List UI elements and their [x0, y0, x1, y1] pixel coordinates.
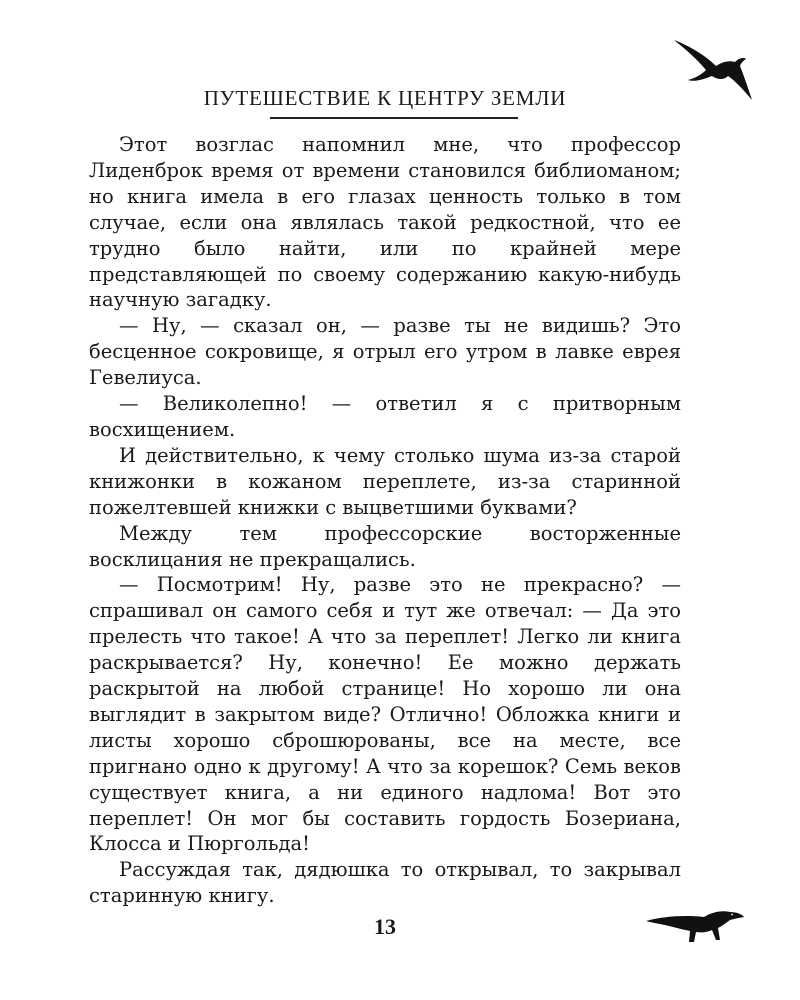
- paragraph: Рассуждая так, дядюшка то открывал, то закрывал старинную книгу.: [89, 858, 681, 908]
- paragraph: И действительно, к чему столько шума из-за старой книжонки в кожаном переплете, из-за старинной пожелтевшей книжки с выцветшими буквами?: [89, 443, 681, 519]
- body-text: [89, 132, 681, 909]
- header-rule: [270, 117, 518, 119]
- paragraph: Между тем профессорские восторженные восклицания не прекращались.: [89, 521, 681, 571]
- paragraph: — Ну, — сказал он, — разве ты не видишь? Это бесценное сокровище, я отрыл его утром в лавке еврея Гевелиуса.: [89, 314, 681, 390]
- paragraph: Этот возглас напомнил мне, что профессор Лиденброк время от времени становился библиоманом; но книга имела в его глазах ценность только в том случае, если она являлась такой редкостной, что ее трудно было найти, или по крайней мере представляющей по своему содержанию какую-нибудь научную загадку.: [89, 133, 681, 312]
- running-header: ПУТЕШЕСТВИЕ К ЦЕНТРУ ЗЕМЛИ: [203, 86, 567, 110]
- paragraph: — Посмотрим! Ну, разве это не прекрасно? — спрашивал он самого себя и тут же отвечал: — Да это прелесть что такое! А что за переплет! Легко ли книга раскрывается? Ну, конечно! Ее можно держать раскрытой на любой странице! Но хорошо ли она выглядит в закрытом виде? Отлично! Обложка книги и листы хорошо сброшюрованы, все на месте, все пригнано одно к другому! А что за корешок? Семь веков существует книга, а ни единого надлома! Вот это переплет! Он мог бы составить гордость Бозериана, Клосса и Пюргольда!: [89, 573, 681, 856]
- dinosaur-icon: [646, 908, 746, 944]
- paragraph: — Великолепно! — ответил я с притворным восхищением.: [89, 392, 681, 441]
- page-number: 13: [374, 914, 396, 939]
